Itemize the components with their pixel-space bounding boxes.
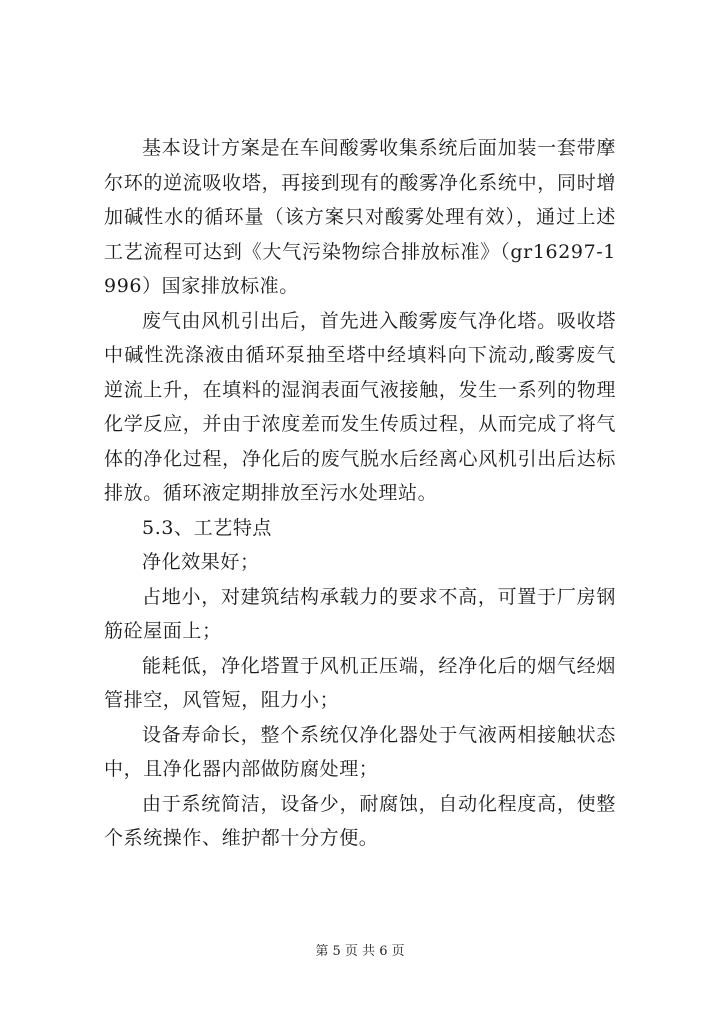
paragraph-process-description: 废气由风机引出后，首先进入酸雾废气净化塔。吸收塔中碱性洗涤液由循环泵抽至塔中经填料向下流动,酸雾废气逆流上升，在填料的湿润表面气液接触，发生一系列的物理化学反应，并由于浓度差而发生传质过程，从而完成了将气体的净化过程，净化后的废气脱水后经离心风机引出后达标排放。循环液定期排放至污水处理站。 [104,309,616,504]
paragraph-design-scheme: 基本设计方案是在车间酸雾收集系统后面加装一套带摩尔环的逆流吸收塔，再接到现有的酸雾净化系统中，同时增加碱性水的循环量（该方案只对酸雾处理有效），通过上述工艺流程可达到《大气污染物综合排放标准》（gr16297-1996）国家排放标准。 [104,137,616,297]
feature-item: 能耗低，净化塔置于风机正压端，经净化后的烟气经烟管排空，风管短，阻力小； [104,654,616,711]
page-number-footer: 第 5 页 共 6 页 [315,944,405,959]
feature-item: 净化效果好； [142,551,260,573]
feature-item: 占地小，对建筑结构承载力的要求不高，可置于厂房钢筋砼屋面上； [104,585,616,642]
section-heading: 5.3、工艺特点 [142,516,273,539]
feature-item: 由于系统简洁，设备少，耐腐蚀，自动化程度高，使整个系统操作、维护都十分方便。 [104,792,616,849]
document-body [104,131,616,856]
feature-item: 设备寿命长，整个系统仅净化器处于气液两相接触状态中，且净化器内部做防腐处理； [104,723,616,780]
